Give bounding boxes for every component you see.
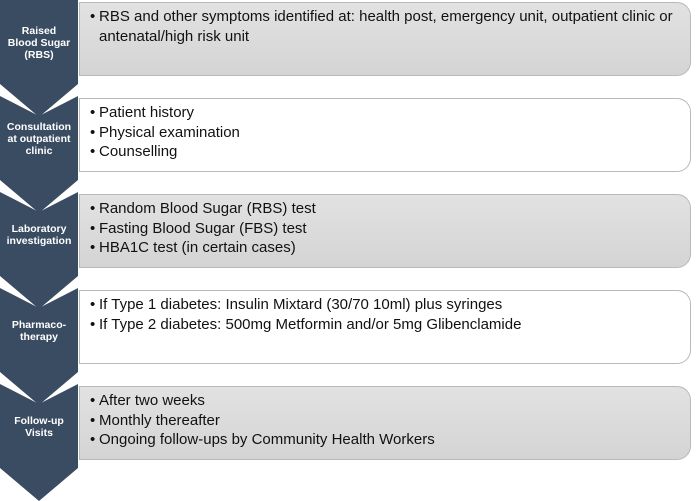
step-detail-item: • Physical examination [90, 123, 690, 143]
step-details-list [90, 295, 690, 334]
step-details-box [79, 2, 691, 76]
step-detail-item: • If Type 1 diabetes: Insulin Mixtard (30/70 10ml) plus syringes [90, 295, 690, 315]
step-detail-item: • Patient history [90, 103, 690, 123]
step-details-box [79, 386, 691, 460]
step-details-box [79, 98, 691, 172]
step-details-list [90, 7, 690, 46]
step-details-list [90, 199, 690, 258]
step-title: Pharmaco- therapy [11, 319, 67, 343]
step-detail-item: • Counselling [90, 142, 690, 162]
step-detail-item: • If Type 2 diabetes: 500mg Metformin and/or 5mg Glibenclamide [90, 315, 690, 335]
step-detail-item: • HBA1C test (in certain cases) [90, 238, 690, 258]
step-detail-item: • Random Blood Sugar (RBS) test [90, 199, 690, 219]
step-details-list [90, 391, 690, 450]
step-detail-item: • Monthly thereafter [90, 411, 690, 431]
step-title: Follow-up Visits [14, 415, 64, 439]
step-details-box [79, 194, 691, 268]
chevron-arrow-icon [0, 384, 78, 501]
step-title: Raised Blood Sugar (RBS) [7, 25, 71, 61]
step-title: Consultation at outpatient clinic [6, 121, 72, 157]
step-chevron [0, 384, 78, 501]
step-details-list [90, 103, 690, 162]
step-detail-item: • Fasting Blood Sugar (FBS) test [90, 219, 690, 239]
step-title: Laboratory investigation [6, 223, 72, 247]
step-detail-item: • RBS and other symptoms identified at: health post, emergency unit, outpatient clinic or antenatal/high risk unit [90, 7, 690, 46]
step-detail-item: • After two weeks [90, 391, 690, 411]
step-details-box [79, 290, 691, 364]
step-detail-item: • Ongoing follow-ups by Community Health Workers [90, 430, 690, 450]
